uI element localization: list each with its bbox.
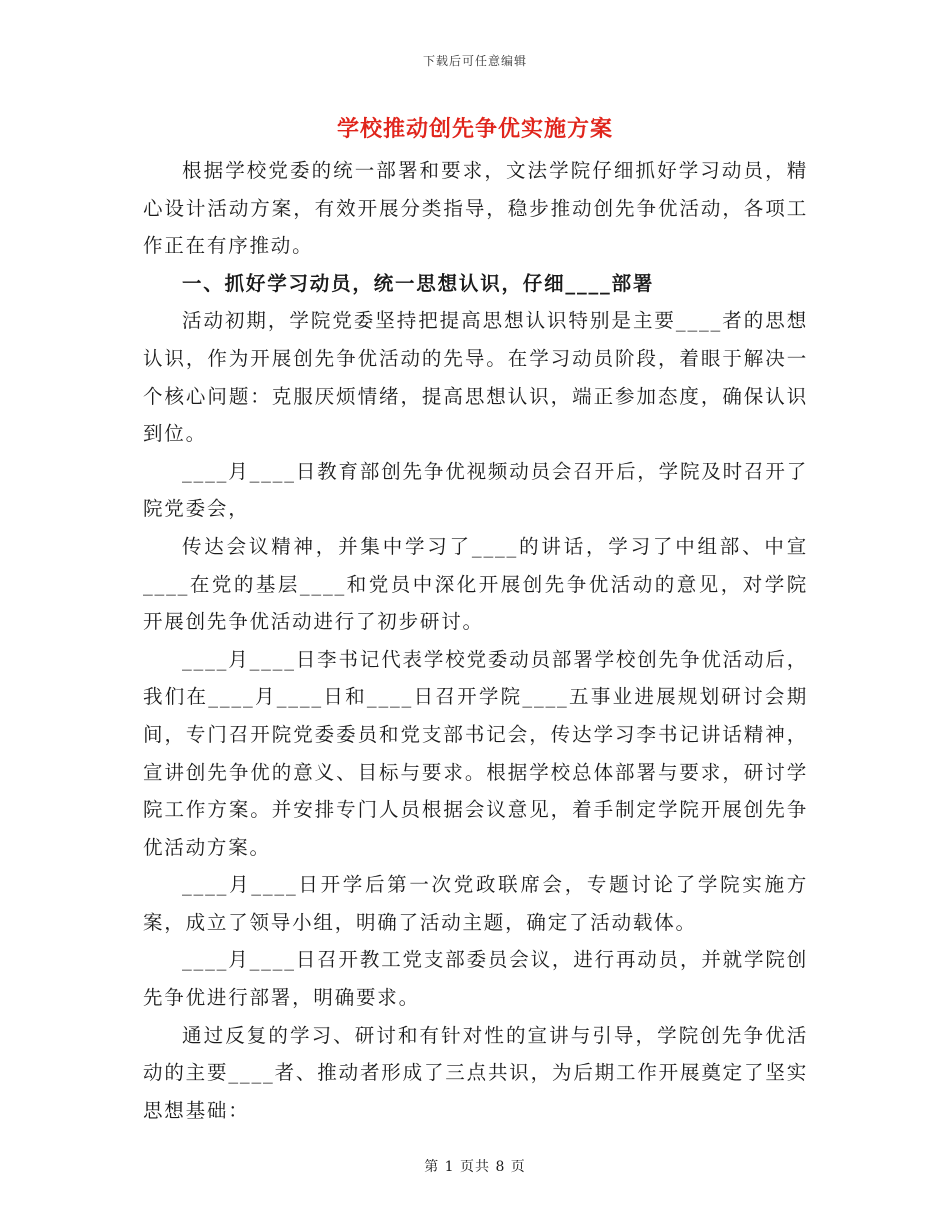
- body-paragraph: 传达会议精神，并集中学习了____的讲话，学习了中组部、中宣____在党的基层____和党员中深化开展创先争优活动的意见，对学院开展创先争优活动进行了初步研讨。: [143, 534, 808, 634]
- document-title: 学校推动创先争优实施方案: [336, 116, 613, 142]
- body-paragraph: 通过反复的学习、研讨和有针对性的宣讲与引导，学院创先争优活动的主要____者、推动者形成了三点共识，为后期工作开展奠定了坚实思想基础：: [143, 1023, 808, 1122]
- page-footer: 第 1 页共 8 页: [424, 1159, 526, 1175]
- body-paragraph: ____月____日召开教工党支部委员会议，进行再动员，并就学院创先争优进行部署，明确要求。: [143, 948, 808, 1010]
- body-paragraph: 活动初期，学院党委坚持把提高思想认识特别是主要____者的思想认识，作为开展创先争优活动的先导。在学习动员阶段，着眼于解决一个核心问题：克服厌烦情绪，提高思想认识，端正参加态度，确保认识到位。: [143, 309, 808, 446]
- body-paragraph: ____月____日教育部创先争优视频动员会召开后，学院及时召开了院党委会，: [143, 459, 808, 521]
- document-body: [143, 152, 808, 1129]
- body-paragraph: ____月____日开学后第一次党政联席会，专题讨论了学院实施方案，成立了领导小组，明确了活动主题，确定了活动载体。: [143, 873, 808, 934]
- page-header-note: 下载后可任意编辑: [422, 54, 527, 68]
- body-paragraph: ____月____日李书记代表学校党委动员部署学校创先争优活动后，我们在____月____日和____日召开学院____五事业进展规划研讨会期间，专门召开院党委委员和党支部书记会，传达学习李书记讲话精神，宣讲创先争优的意义、目标与要求。根据学校总体部署与要求，研讨学院工作方案。并安排专门人员根据会议意见，着手制定学院开展创先争优活动方案。: [143, 647, 808, 859]
- intro-paragraph: 根据学校党委的统一部署和要求，文法学院仔细抓好学习动员，精心设计活动方案，有效开展分类指导，稳步推动创先争优活动，各项工作正在有序推动。: [143, 159, 808, 258]
- section-heading-1: 一、抓好学习动员，统一思想认识，仔细____部署: [182, 271, 655, 295]
